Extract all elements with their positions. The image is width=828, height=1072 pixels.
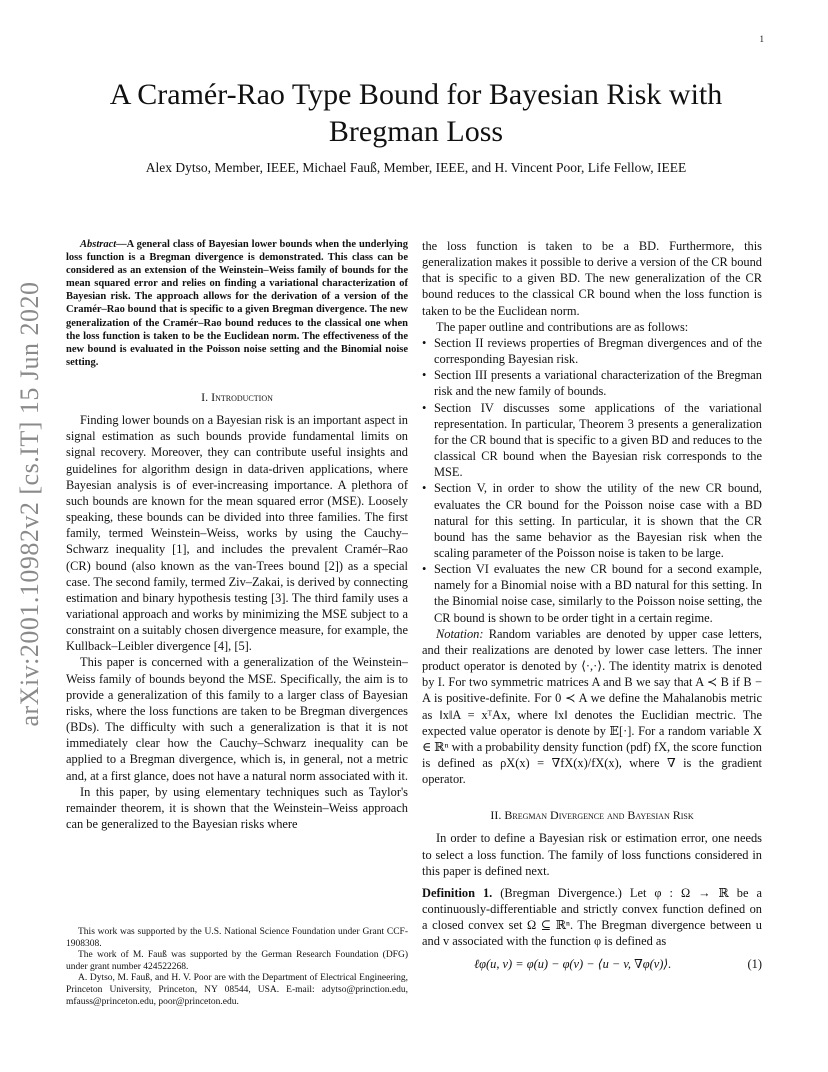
paper-title: A Cramér-Rao Type Bound for Bayesian Risk with Bregman Loss [109, 78, 723, 148]
right-column [422, 238, 762, 972]
outline-item: • Section IV discusses some applications of the variational representation. In particular, Theorem 3 presents a generalization for the CR bound that is specific to a given BD and reduces to the classical CR bound when the Bayesian risk corresponds to the MSE. [422, 400, 762, 481]
outline-item: • Section VI evaluates the new CR bound for a second example, namely for a Binomial noise with a BD natural for this setting. In the Binomial noise case, similarly to the Poisson noise setting, the CR bound is shown to be order tight in a certain regime. [422, 561, 762, 626]
equation-1 [422, 950, 762, 972]
outline-item: • Section III presents a variational characterization of the Bregman risk and the new family of bounds. [422, 367, 762, 399]
intro-paragraph-continued: the loss function is taken to be a BD. Furthermore, this generalization makes it possible to derive a version of the CR bound that is specific to a given BD. The new generalization of the CR bound reduces to the classical CR bound when the loss function is taken to be the Euclidean norm. [422, 239, 762, 318]
arxiv-stamp-text: arXiv:2001.10982v2 [cs.IT] 15 Jun 2020 [15, 281, 44, 727]
outline-intro: The paper outline and contributions are as follows: [436, 319, 689, 334]
notation-text: Random variables are denoted by upper case letters, and their realizations are denoted by lower case letters. The inner product operator is denoted by ⟨·,·⟩. The identity matrix is denoted by I. For two symmetric matrices A and B we say that A ≺ B if B − A is positive-definite. For 0 ≺ A we define the Mahalanobis metric as ‖x‖A = xᵀAx, where ‖x‖ denotes the Euclidian mectric. The expected value operator is denote by 𝔼[·]. For a random variable X ∈ ℝⁿ with a probability density function (pdf) fX, the score function is defined as ρX(x) = ∇fX(x)/fX(x), where ∇ is the gradient operator. [422, 626, 762, 787]
author-line: Alex Dytso, Member, IEEE, Michael Fauß, Member, IEEE, and H. Vincent Poor, Life Fellow, IEEE [145, 160, 687, 175]
outline-item: • Section V, in order to show the utility of the new CR bound, evaluates the CR bound for the Poisson noise case with a BD natural for this setting. In particular, it is shown that the CR bound has the same behavior as the Bayesian risk when the scaling parameter of the Poisson noise is taken to be large. [422, 480, 762, 561]
intro-paragraph-1: Finding lower bounds on a Bayesian risk is an important aspect in signal estimation as such bounds provide fundamental limits on signal recovery. Moreover, they can contribute useful insights and guidelines for algorithm design in data-driven applications, where Bayesian analysis is of ever-increasing importance. A plethora of such bounds are known for the mean squared error (MSE). Loosely speaking, these bounds can be divided into three families. The first family, termed Weinstein–Weiss, works by using the Cauchy–Schwarz inequality [1], and includes the prevalent Cramér–Rao (CR) bound (also known as the van-Trees bound [2]) as a special case. The second family, termed Ziv–Zakai, is derived by connecting estimation and binary hypothesis testing [3]. The third family uses a variational approach and works by minimizing the MSE subject to a constraint on a suitably chosen divergence measure, for example, the Kullback–Leibler divergence [4], [5]. [66, 413, 408, 654]
section-heading-introduction: I. Introduction [201, 389, 273, 404]
abstract-label: Abstract [80, 239, 117, 250]
footnotes [66, 927, 408, 1008]
left-column [66, 238, 408, 832]
footnote-3: A. Dytso, M. Fauß, and H. V. Poor are with the Department of Electrical Engineering, Princeton University, Princeton, NY 08544, USA. E-mail: adytso@prinction.edu, mfauss@princeton.edu, poor@princeton.edu. [66, 973, 408, 1007]
section2-paragraph: In order to define a Bayesian risk or estimation error, one needs to select a loss function. The family of loss functions considered in this paper is defined next. [422, 831, 762, 878]
outline-list [422, 335, 762, 626]
footnote-1: This work was supported by the U.S. National Science Foundation under Grant CCF-1908308. [66, 927, 408, 949]
outline-item: • Section II reviews properties of Bregman divergences and of the corresponding Bayesian risk. [422, 335, 762, 367]
notation-label: Notation: [436, 626, 484, 641]
intro-paragraph-3: In this paper, by using elementary techniques such as Taylor's remainder theorem, it is shown that the Weinstein–Weiss approach can be generalized to the Bayesian risks where [66, 784, 408, 831]
page-number: 1 [759, 34, 764, 44]
abstract [66, 238, 408, 369]
footnote-2: The work of M. Fauß was supported by the German Research Foundation (DFG) under grant number 424522268. [66, 950, 408, 972]
equation-number: (1) [747, 956, 762, 971]
notation-paragraph [422, 626, 762, 788]
intro-paragraph-2: This paper is concerned with a generalization of the Weinstein–Weiss family of bounds beyond the MSE. Specifically, the aim is to provide a generalization of this family to a larger class of Bayesian risks, where the loss functions are taken to be Bregman divergences (BDs). The difficulty with such a generalization is that it is not immediately clear how the Cauchy–Schwarz inequality can be applied to a Bregman divergence, which is, in general, not a metric and, at a first glance, does not have a natural norm associated with it. [66, 655, 409, 783]
definition-label: Definition 1. [422, 885, 493, 900]
definition-1 [422, 885, 762, 950]
abstract-text: —A general class of Bayesian lower bounds when the underlying loss function is a Bregman divergence is demonstrated. This class can be considered as an extension of the Weinstein–Weiss family of bounds for the mean squared error and relies on finding a variational characterization of Bayesian risk. The approach allows for the derivation of a version of the Cramér–Rao bound that is specific to a given Bregman divergence. The new generalization of the Cramér–Rao bound reduces to the classical one when the loss function is taken to be the Euclidean norm. The effectiveness of the new bound is evaluated in the Poisson noise setting and the Binomial noise setting. [66, 239, 408, 368]
section-heading-bregman: II. Bregman Divergence and Bayesian Risk [490, 808, 694, 823]
arxiv-stamp [8, 268, 52, 740]
equation-body: ℓφ(u, v) = φ(u) − φ(v) − ⟨u − v, ∇φ(v)⟩. [474, 956, 672, 971]
definition-text: (Bregman Divergence.) Let φ : Ω → ℝ be a continuously-differentiable and strictly convex function defined on a closed convex set Ω ⊆ ℝⁿ. The Bregman divergence between u and v associated with the function φ is defined as [422, 885, 762, 949]
